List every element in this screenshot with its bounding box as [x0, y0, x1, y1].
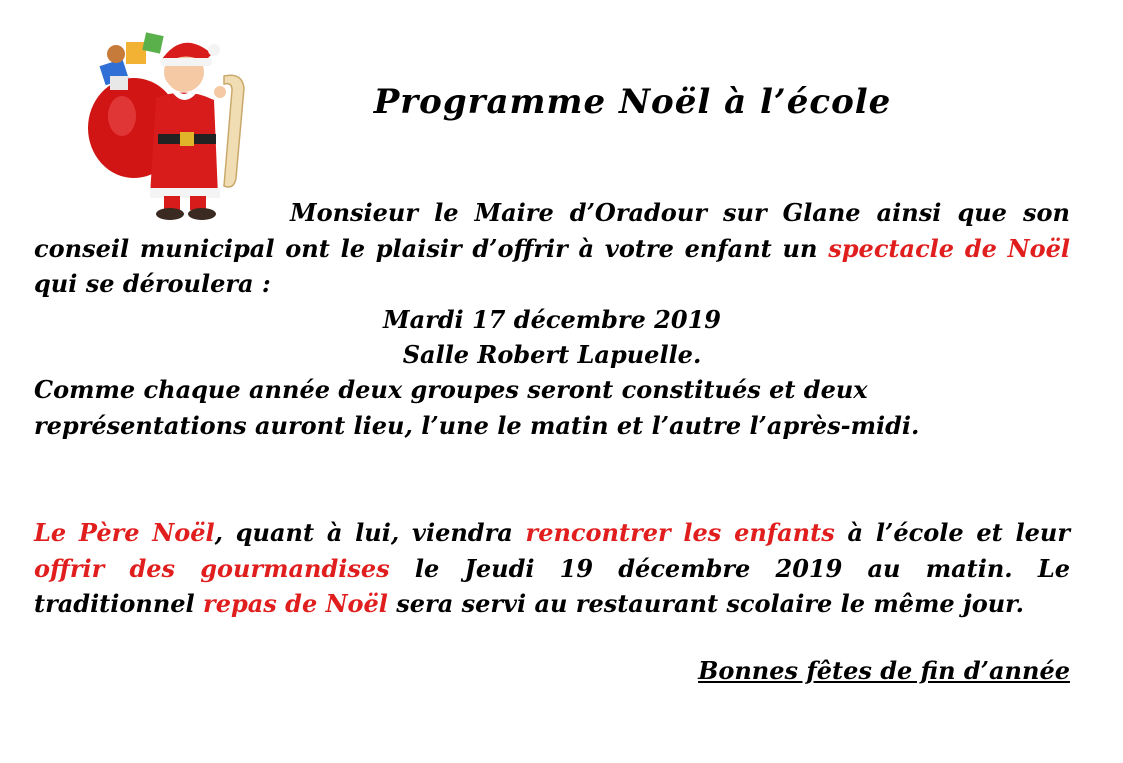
highlight-rencontrer: rencontrer les enfants: [525, 518, 835, 547]
closing-greeting: Bonnes fêtes de fin d’année: [698, 656, 1070, 685]
pere-noel-part4: sera servi au restaurant scolaire le même jour.: [396, 589, 1024, 618]
pere-noel-paragraph: [34, 515, 1070, 622]
pere-noel-part1: , quant à lui, viendra: [214, 518, 513, 547]
highlight-spectacle: spectacle de Noël: [828, 233, 1071, 263]
groups-paragraph: Comme chaque année deux groupes seront constitués et deux représentations auront lieu, l’une le matin et l’autre l’après-midi.: [34, 375, 920, 440]
event-venue: Salle Robert Lapuelle.: [402, 340, 702, 369]
santa-claus-illustration: [86, 28, 258, 220]
pere-noel-part2: à l’école et leur: [847, 518, 1070, 547]
intro-part1: Monsieur le Maire d’Oradour sur Glane ainsi que son conseil municipal ont le plaisir d’offrir à votre enfant un: [34, 198, 1070, 263]
event-date: Mardi 17 décembre 2019: [383, 304, 721, 334]
highlight-gourmandises: offrir des gourmandises: [34, 553, 390, 583]
highlight-pere-noel: Le Père Noël: [34, 518, 215, 547]
pere-noel-part3: le Jeudi 19 décembre 2019 au matin. Le traditionnel: [34, 553, 1070, 618]
intro-paragraph: [34, 195, 1070, 373]
highlight-repas: repas de Noël: [203, 589, 388, 618]
page-title: Programme Noël à l’école: [373, 82, 892, 122]
intro-part2: qui se déroulera :: [34, 269, 271, 298]
intro-text: [34, 195, 1070, 302]
